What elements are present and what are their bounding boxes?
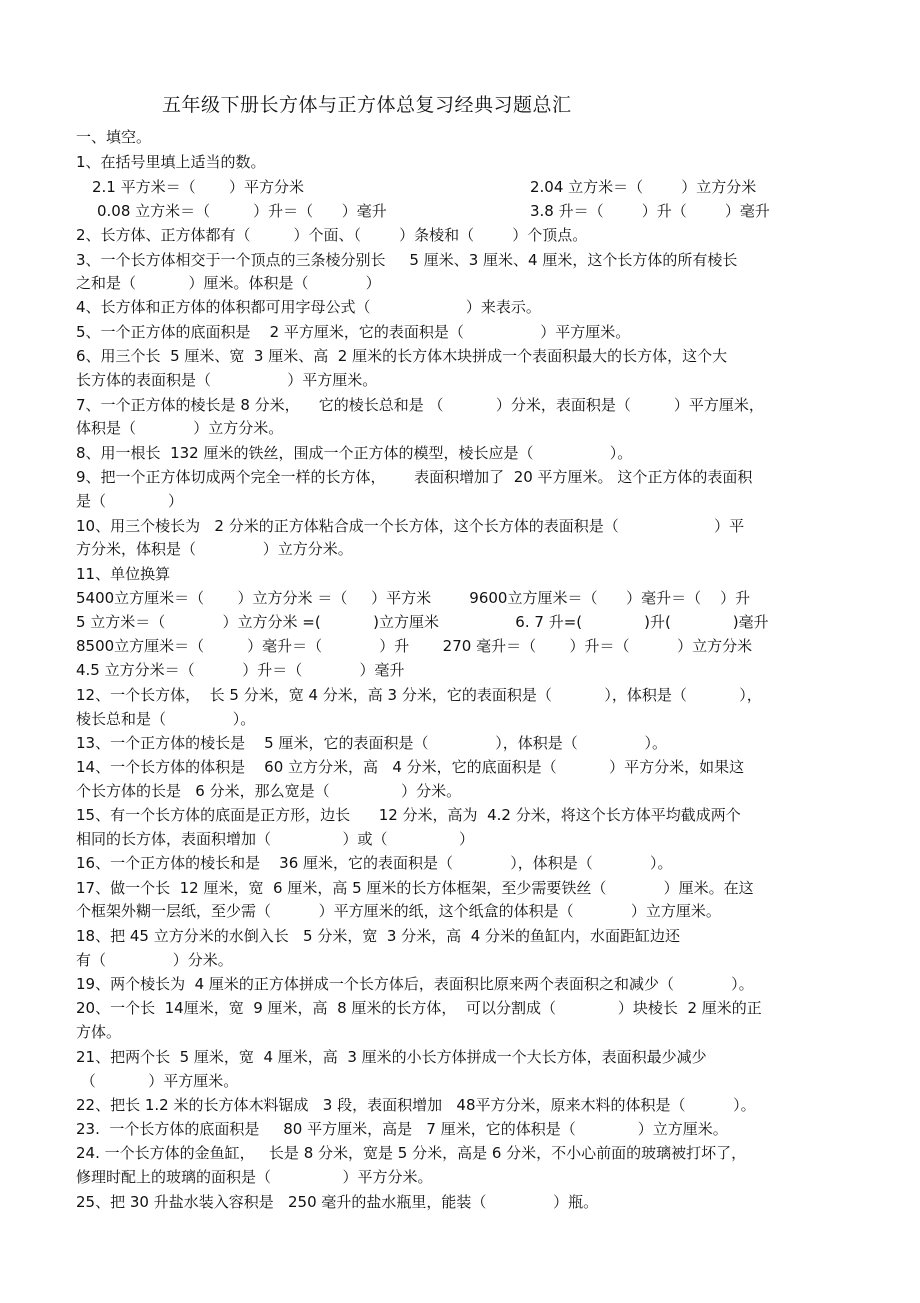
text-line: 长方体的表面积是（ ）平方厘米。 [76, 371, 378, 389]
text-line: 修理时配上的玻璃的面积是（ ）平方分米。 [76, 1168, 433, 1186]
text-line: 方体。 [76, 1023, 122, 1041]
text-line: 16、一个正方体的棱长和是 36 厘米，它的表面积是（ ），体积是（ ）。 [76, 854, 673, 872]
text-line: 19、两个棱长为 4 厘米的正方体拼成一个长方体后，表面积比原来两个表面积之和减少（ ）。 [76, 975, 754, 993]
text-line: 12、一个长方体， 长 5 分米，宽 4 分米，高 3 分米，它的表面积是（ ），体积是（ ）， [76, 686, 762, 704]
text-line: 方分米，体积是（ ）立方分米。 [76, 540, 353, 558]
text-line: 8、用一根长 132 厘米的铁丝，围成一个正方体的模型，棱长应是（ ）。 [76, 444, 633, 462]
text-line: 3、一个长方体相交于一个顶点的三条棱分别长 5 厘米、3 厘米、4 厘米，这个长方体的所有棱长 [76, 251, 738, 269]
text-line: 7、一个正方体的棱长是 8 分米， 它的棱长总和是 （ ）分米，表面积是（ ）平方厘米， [76, 396, 764, 414]
page-title: 五年级下册长方体与正方体总复习经典习题总汇 [162, 94, 572, 116]
text-line: 5400立方厘米＝（ ）立方分米 ＝（ ）平方米 9600立方厘米＝（ ）毫升＝（ ）升 [76, 589, 751, 607]
text-line: 个长方体的长是 6 分米，那么宽是（ ）分米。 [76, 782, 462, 800]
text-line: 2、长方体、正方体都有（ ）个面、（ ）条棱和（ ）个顶点。 [76, 226, 588, 244]
text-line: 个框架外糊一层纸，至少需（ ）平方厘米的纸，这个纸盒的体积是（ ）立方厘米。 [76, 902, 721, 920]
text-line: 20、一个长 14厘米，宽 9 厘米，高 8 厘米的长方体， 可以分割成（ ）块棱长 2 厘米的正 [76, 999, 762, 1017]
text-line: 3.8 升＝（ ）升（ ）毫升 [530, 202, 770, 220]
text-line: 25、把 30 升盐水装入容积是 250 毫升的盐水瓶里，能装（ ）瓶。 [76, 1193, 599, 1211]
text-line: 24. 一个长方体的金鱼缸， 长是 8 分米，宽是 5 分米，高是 6 分米，不小心前面的玻璃被打坏了， [76, 1144, 747, 1162]
text-line: 1、在括号里填上适当的数。 [76, 153, 266, 171]
text-line: 2.04 立方米＝（ ）立方分米 [530, 178, 757, 196]
text-line: 10、用三个棱长为 2 分米的正方体粘合成一个长方体，这个长方体的表面积是（ ）平 [76, 517, 745, 535]
text-line: 23. 一个长方体的底面积是 80 平方厘米，高是 7 厘米，它的体积是（ ）立方厘米。 [76, 1120, 728, 1138]
text-line: 体积是（ ）立方分米。 [76, 419, 284, 437]
text-line: 9、把一个正方体切成两个完全一样的长方体， 表面积增加了 20 平方厘米。 这个正方体的表面积 [76, 468, 753, 486]
text-line: 11、单位换算 [76, 565, 171, 583]
text-line: 5 立方米＝（ ）立方分米 =( )立方厘米 6. 7 升=( )升( )毫升 [76, 613, 769, 631]
text-line: 相同的长方体，表面积增加（ ）或（ ） [76, 830, 475, 848]
text-line: 6、用三个长 5 厘米、宽 3 厘米、高 2 厘米的长方体木块拼成一个表面积最大的长方体，这个大 [76, 347, 728, 365]
text-line: 17、做一个长 12 厘米，宽 6 厘米，高 5 厘米的长方体框架，至少需要铁丝（ ）厘米。在这 [76, 879, 754, 897]
text-line: 一、填空。 [76, 128, 152, 146]
text-line: 2.1 平方米＝（ ）平方分米 [92, 178, 305, 196]
text-line: 18、把 45 立方分米的水倒入长 5 分米，宽 3 分米，高 4 分米的鱼缸内，水面距缸边还 [76, 927, 681, 945]
text-line: 4.5 立方分米＝（ ）升＝（ ）毫升 [76, 661, 405, 679]
text-line: 5、一个正方体的底面积是 2 平方厘米，它的表面积是（ ）平方厘米。 [76, 323, 631, 341]
text-line: 4、长方体和正方体的体积都可用字母公式（ ）来表示。 [76, 298, 541, 316]
text-line: 是（ ） [76, 492, 183, 510]
text-line: （ ）平方厘米。 [76, 1072, 239, 1090]
text-line: 22、把长 1.2 米的长方体木料锯成 3 段，表面积增加 48平方分米，原来木料的体积是（ ）。 [76, 1096, 756, 1114]
text-line: 15、有一个长方体的底面是正方形，边长 12 分米，高为 4.2 分米，将这个长方体平均截成两个 [76, 806, 741, 824]
text-line: 14、一个长方体的体积是 60 立方分米，高 4 分米，它的底面积是（ ）平方分米，如果这 [76, 758, 745, 776]
text-line: 13、一个正方体的棱长是 5 厘米，它的表面积是（ ），体积是（ ）。 [76, 734, 667, 752]
text-line: 之和是（ ）厘米。体积是（ ） [76, 274, 381, 292]
text-line: 21、把两个长 5 厘米，宽 4 厘米，高 3 厘米的小长方体拼成一个大长方体，表面积最少减少 [76, 1048, 707, 1066]
text-line: 棱长总和是（ ）。 [76, 710, 256, 728]
text-line: 8500立方厘米＝（ ）毫升＝（ ）升 270 毫升＝（ ）升＝（ ）立方分米 [76, 637, 753, 655]
text-line: 0.08 立方米＝（ ）升＝（ ）毫升 [97, 202, 387, 220]
text-line: 有（ ）分米。 [76, 951, 233, 969]
